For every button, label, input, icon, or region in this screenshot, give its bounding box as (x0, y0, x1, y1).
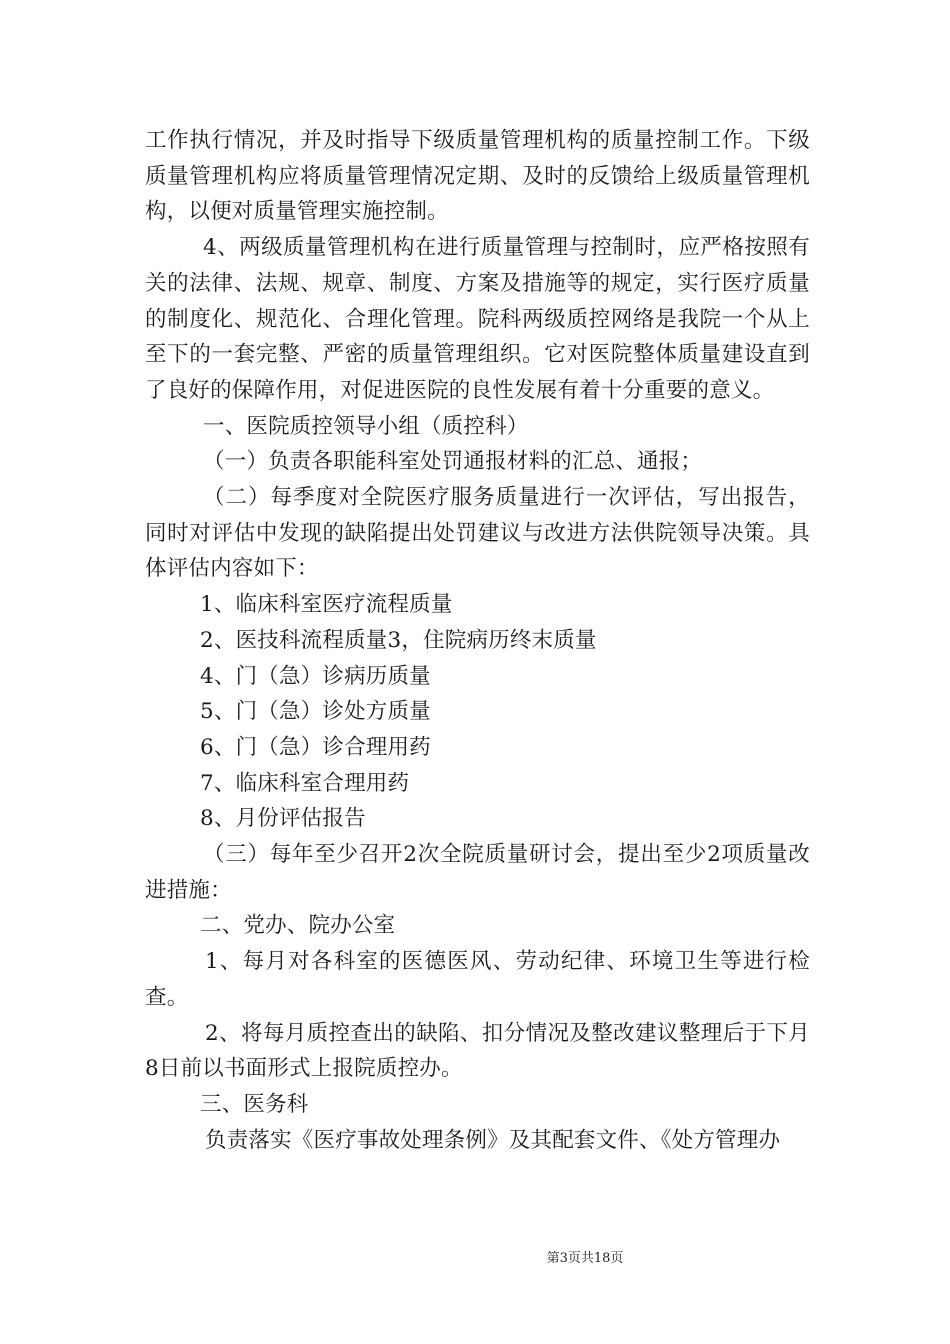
paragraph: 工作执行情况，并及时指导下级质量管理机构的质量控制工作。下级质量管理机构应将质量管理情况定期、及时的反馈给上级质量管理机构，以便对质量管理实施控制。 (145, 128, 810, 225)
list-item: 2、医技科流程质量3，住院病历终末质量 (200, 627, 597, 653)
page-number: 第3页共18页 (546, 1251, 624, 1266)
section-heading: 一、医院质控领导小组（质控科） (203, 413, 529, 439)
paragraph: 4、两级质量管理机构在进行质量管理与控制时，应严格按照有关的法律、法规、规章、制度、方案及措施等的规定，实行医疗质量的制度化、规范化、合理化管理。院科两级质控网络是我院一个从上至下的一套完整、严密的质量管理组织。它对医院整体质量建设直到了良好的保障作用，对促进医院的良性发展有着十分重要的意义。 (145, 235, 810, 403)
paragraph: 2、将每月质控查出的缺陷、扣分情况及整改建议整理后于下月8日前以书面形式上报院质控办。 (145, 1020, 810, 1082)
page-footer (0, 1247, 950, 1266)
body-text (145, 123, 810, 1158)
paragraph: （一）负责各职能科室处罚通报材料的汇总、通报； (203, 449, 703, 475)
list-item: 8、月份评估报告 (200, 806, 366, 832)
paragraph: 负责落实《医疗事故处理条例》及其配套文件、《处方管理办 (205, 1127, 781, 1153)
list-item: 1、临床科室医疗流程质量 (200, 592, 453, 618)
list-item: 4、门（急）诊病历质量 (200, 663, 431, 689)
list-item: 7、临床科室合理用药 (200, 770, 410, 796)
section-heading: 三、医务科 (200, 1091, 309, 1117)
list-item: 6、门（急）诊合理用药 (200, 734, 431, 760)
paragraph: （二）每季度对全院医疗服务质量进行一次评估，写出报告，同时对评估中发现的缺陷提出处罚建议与改进方法供院领导决策。具体评估内容如下： (145, 485, 810, 582)
paragraph: （三）每年至少召开2次全院质量研讨会，提出至少2项质量改进措施： (145, 842, 810, 903)
section-heading: 二、党办、院办公室 (200, 913, 396, 939)
list-item: 5、门（急）诊处方质量 (200, 699, 431, 725)
paragraph: 1、每月对各科室的医德医风、劳动纪律、环境卫生等进行检查。 (145, 949, 810, 1010)
